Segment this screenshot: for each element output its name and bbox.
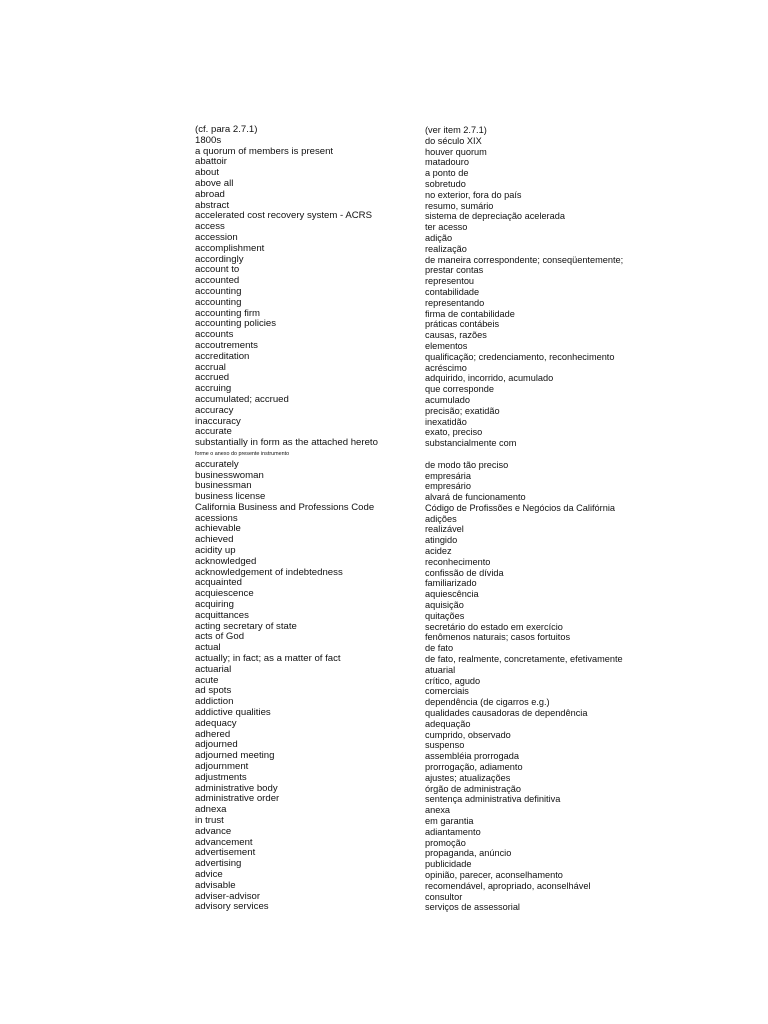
glossary-row [195, 751, 755, 762]
glossary-row [195, 373, 755, 384]
english-term: adjustments [195, 771, 247, 783]
english-term: access [195, 221, 225, 233]
glossary-row [195, 892, 755, 903]
english-term: accomplishment [195, 242, 265, 254]
english-term: acknowledged [195, 555, 257, 567]
english-term: abattoir [195, 156, 227, 168]
portuguese-term: adição [425, 232, 453, 243]
glossary-row [195, 222, 755, 233]
english-term: accurate [195, 426, 232, 438]
english-term: above all [195, 177, 234, 189]
portuguese-term: quitações [425, 610, 465, 621]
glossary-row [195, 449, 755, 460]
glossary-row [195, 859, 755, 870]
glossary-row [195, 730, 755, 741]
portuguese-term: dependência (de cigarros e.g.) [425, 697, 550, 708]
english-term: accounted [195, 275, 240, 287]
portuguese-term: adequação [425, 718, 471, 729]
english-term: adjourned meeting [195, 750, 275, 762]
english-term: adjourned [195, 739, 238, 751]
english-term: ad spots [195, 685, 232, 697]
glossary-row [195, 244, 755, 255]
portuguese-term: substancialmente com [425, 438, 517, 449]
portuguese-term: a ponto de [425, 168, 469, 179]
glossary-row [195, 881, 755, 892]
portuguese-term: realização [425, 243, 467, 254]
portuguese-term: familiarizado [425, 578, 477, 589]
glossary-row [195, 276, 755, 287]
portuguese-term: cumprido, observado [425, 729, 511, 740]
glossary-row [195, 708, 755, 719]
portuguese-term: recomendável, apropriado, aconselhável [425, 880, 591, 891]
portuguese-term: aquiescência [425, 589, 479, 600]
english-term: accounting [195, 285, 242, 297]
glossary-row [195, 600, 755, 611]
english-term: accounting firm [195, 307, 261, 319]
glossary-row [195, 179, 755, 190]
portuguese-term: alvará de funcionamento [425, 492, 526, 503]
english-term: acessions [195, 512, 238, 524]
glossary-row [195, 902, 755, 913]
portuguese-term: de maneira correspondente; conseqüentemente; [425, 254, 624, 265]
glossary-row [195, 740, 755, 751]
english-term: accounting policies [195, 318, 277, 330]
portuguese-term: inexatidão [425, 416, 467, 427]
portuguese-term: em garantia [425, 816, 474, 826]
english-term: adequacy [195, 717, 237, 729]
english-term: accuracy [195, 404, 234, 416]
english-term: accession [195, 231, 238, 243]
english-term: addictive qualities [195, 707, 271, 719]
glossary-row [195, 622, 755, 633]
portuguese-term: promoção [425, 837, 466, 848]
portuguese-term: fenômenos naturais; casos fortuitos [425, 632, 571, 643]
glossary-row [195, 762, 755, 773]
portuguese-term: de modo tão preciso [425, 459, 509, 470]
glossary-row [195, 697, 755, 708]
glossary-row [195, 514, 755, 525]
glossary-row [195, 168, 755, 179]
glossary-row [195, 438, 755, 449]
glossary-row [195, 255, 755, 266]
glossary-row [195, 503, 755, 514]
portuguese-term: adiantamento [425, 826, 481, 837]
portuguese-term: exato, preciso [425, 427, 483, 438]
english-term: California Business and Professions Code [195, 501, 375, 513]
english-term: actuarial [195, 663, 232, 675]
glossary-row [195, 827, 755, 838]
english-term: adjournment [195, 761, 249, 773]
portuguese-term: consultor [425, 891, 463, 902]
english-term: abroad [195, 188, 225, 200]
portuguese-term: de fato [425, 643, 454, 654]
english-term: accrual [195, 361, 226, 373]
portuguese-term: sobretudo [425, 178, 466, 189]
english-term: advertising [195, 858, 242, 870]
portuguese-term: que corresponde [425, 384, 494, 395]
glossary-row [195, 265, 755, 276]
glossary-row [195, 546, 755, 557]
english-term: acute [195, 674, 219, 686]
english-term: forme o anexo do presente instrumento [195, 450, 290, 457]
english-term: accrued [195, 372, 230, 384]
glossary-row [195, 309, 755, 320]
english-term: acidity up [195, 545, 236, 557]
portuguese-term: órgão de administração [425, 783, 522, 794]
portuguese-term: prestar contas [425, 265, 484, 276]
english-term: (cf. para 2.7.1) [195, 124, 258, 135]
glossary-row [195, 417, 755, 428]
english-term: adhered [195, 728, 231, 740]
portuguese-term: Código de Profissões e Negócios da Califórnia [425, 502, 615, 513]
english-term: acquiescence [195, 588, 254, 600]
english-term: accordingly [195, 253, 244, 265]
portuguese-term: publicidade [425, 859, 472, 870]
glossary-row [195, 524, 755, 535]
english-term: account to [195, 264, 240, 276]
glossary-row [195, 298, 755, 309]
glossary-row [195, 676, 755, 687]
portuguese-term: empresária [425, 470, 471, 481]
english-term: advisable [195, 879, 236, 891]
glossary-row [195, 848, 755, 859]
portuguese-term: anexa [425, 805, 451, 816]
glossary-row [195, 233, 755, 244]
glossary-row [195, 654, 755, 665]
english-term: substantially in form as the attached hereto [195, 437, 378, 449]
english-term: acquainted [195, 577, 242, 589]
glossary-row [195, 211, 755, 222]
portuguese-term: qualificação; credenciamento, reconhecimento [425, 351, 615, 362]
english-term: accounts [195, 329, 234, 341]
portuguese-term: do século XIX [425, 135, 482, 146]
english-term: achievable [195, 523, 241, 535]
portuguese-term: resumo, sumário [425, 200, 494, 211]
portuguese-term: acumulado [425, 394, 470, 405]
portuguese-term: matadouro [425, 157, 469, 168]
portuguese-term: comerciais [425, 686, 469, 697]
glossary-row [195, 805, 755, 816]
english-term: inaccuracy [195, 415, 241, 427]
portuguese-term: acidez [425, 546, 452, 557]
english-term: adviser-advisor [195, 890, 261, 902]
portuguese-term: propaganda, anúncio [425, 848, 512, 859]
glossary-row [195, 773, 755, 784]
portuguese-term: precisão; exatidão [425, 405, 500, 416]
glossary-row [195, 352, 755, 363]
glossary-row [195, 535, 755, 546]
portuguese-term: práticas contábeis [425, 319, 500, 330]
english-term: advice [195, 868, 223, 880]
portuguese-term [425, 449, 755, 460]
glossary-row [195, 838, 755, 849]
portuguese-term: de fato, realmente, concretamente, efetivamente [425, 654, 623, 665]
english-term: acting secretary of state [195, 620, 297, 632]
english-term: abstract [195, 199, 230, 211]
portuguese-term: reconhecimento [425, 556, 491, 567]
english-term: accruing [195, 383, 232, 395]
glossary-row [195, 460, 755, 471]
english-term: accoutrements [195, 339, 258, 351]
glossary-row [195, 578, 755, 589]
portuguese-term: sentença administrativa definitiva [425, 794, 561, 805]
glossary-row [195, 568, 755, 579]
portuguese-term: representou [425, 276, 475, 287]
glossary-row [195, 406, 755, 417]
portuguese-term: serviços de assessorial [425, 902, 520, 913]
english-term: in trust [195, 815, 224, 826]
english-term: adnexa [195, 804, 227, 816]
portuguese-term: (ver item 2.7.1) [425, 125, 487, 135]
portuguese-term: aquisição [425, 600, 464, 611]
glossary-row [195, 341, 755, 352]
english-term: administrative order [195, 793, 280, 805]
glossary-list [195, 125, 755, 913]
portuguese-term: crítico, agudo [425, 675, 481, 686]
english-term: achieved [195, 534, 234, 546]
english-term: accumulated; accrued [195, 393, 289, 405]
portuguese-term: no exterior, fora do país [425, 189, 522, 200]
english-term: acknowledgement of indebtedness [195, 566, 343, 578]
glossary-row [195, 136, 755, 147]
portuguese-term: elementos [425, 340, 468, 351]
english-term: businesswoman [195, 469, 264, 481]
portuguese-term: assembléia prorrogada [425, 751, 519, 762]
glossary-row [195, 190, 755, 201]
portuguese-term: representando [425, 297, 485, 308]
glossary-row [195, 125, 755, 136]
glossary-row [195, 794, 755, 805]
portuguese-term: firma de contabilidade [425, 308, 515, 319]
english-term: about [195, 167, 220, 179]
english-term: advertisement [195, 847, 256, 859]
portuguese-term: causas, razões [425, 330, 487, 341]
english-term: accelerated cost recovery system - ACRS [195, 210, 373, 222]
glossary-row [195, 471, 755, 482]
portuguese-term: sistema de depreciação acelerada [425, 211, 565, 222]
portuguese-term: realizável [425, 524, 464, 535]
portuguese-term: confissão de dívida [425, 567, 504, 578]
portuguese-term: atingido [425, 535, 458, 546]
english-term: acquiring [195, 599, 234, 611]
portuguese-term: adições [425, 513, 457, 524]
english-term: acquittances [195, 609, 249, 621]
english-term: acts of God [195, 631, 245, 643]
english-term: actually; in fact; as a matter of fact [195, 653, 341, 665]
portuguese-term: ter acesso [425, 222, 468, 233]
glossary-row [195, 157, 755, 168]
english-term: accounting [195, 296, 242, 308]
english-term: actual [195, 642, 221, 654]
portuguese-term: prorrogação, adiamento [425, 762, 523, 773]
portuguese-term: atuarial [425, 664, 456, 675]
portuguese-term: acréscimo [425, 362, 467, 373]
english-term: 1800s [195, 134, 222, 146]
portuguese-term: suspenso [425, 740, 465, 751]
portuguese-term: empresário [425, 481, 471, 492]
english-term: advance [195, 825, 232, 837]
glossary-row [195, 784, 755, 795]
glossary-row [195, 363, 755, 374]
glossary-row [195, 632, 755, 643]
glossary-row [195, 319, 755, 330]
glossary-row [195, 816, 755, 827]
portuguese-term: houver quorum [425, 146, 487, 157]
glossary-row [195, 481, 755, 492]
english-term: accurately [195, 458, 239, 470]
portuguese-term: contabilidade [425, 286, 480, 297]
glossary-row [195, 589, 755, 600]
glossary-row [195, 870, 755, 881]
portuguese-term: qualidades causadoras de dependência [425, 708, 588, 719]
portuguese-term: secretário do estado em exercício [425, 621, 563, 632]
glossary-row [195, 719, 755, 730]
glossary-row [195, 395, 755, 406]
portuguese-term: ajustes; atualizações [425, 772, 511, 783]
glossary-row [195, 665, 755, 676]
english-term: businessman [195, 480, 252, 492]
english-term: business license [195, 491, 266, 503]
glossary-row [195, 147, 755, 158]
glossary-row [195, 330, 755, 341]
portuguese-term: opinião, parecer, aconselhamento [425, 869, 563, 880]
english-term: advancement [195, 836, 253, 848]
glossary-row [195, 287, 755, 298]
english-term: accreditation [195, 350, 250, 362]
english-term: a quorum of members is present [195, 145, 334, 157]
portuguese-term: adquirido, incorrido, acumulado [425, 373, 554, 384]
english-term: advisory services [195, 901, 269, 913]
english-term: addiction [195, 696, 234, 708]
english-term: administrative body [195, 782, 278, 794]
glossary-row [195, 686, 755, 697]
